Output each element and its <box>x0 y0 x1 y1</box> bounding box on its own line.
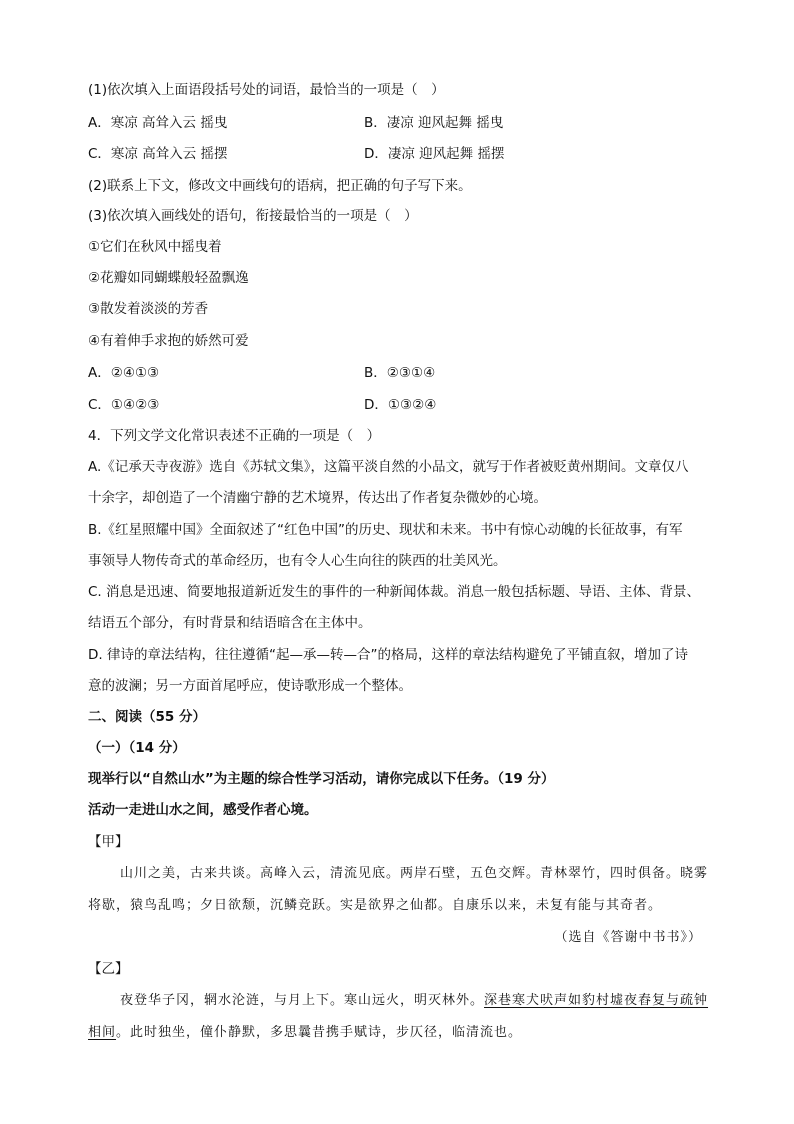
yi-text-rest: 。此时独坐，僮仆静默，多思曩昔携手赋诗，步仄径，临清流也。 <box>116 1025 523 1040</box>
jia-source: （选自《答谢中书书》） <box>554 930 702 945</box>
q3-sub1-option-c: C．寒凉 高耸入云 摇摆 <box>88 146 228 162</box>
activity-one: 活动一走进山水之间，感受作者心境。 <box>88 802 318 818</box>
jia-text-line2: 将歇，猿鸟乱鸣；夕日欲颓，沉鳞竞跃。实是欲界之仙都。自康乐以来，未复有能与其奇者。 <box>88 898 663 913</box>
sentence-3: ③散发着淡淡的芳香 <box>88 301 209 317</box>
q4-stem: 4．下列文学文化常识表述不正确的一项是（ ） <box>88 428 381 444</box>
q3-sub1-option-a: A．寒凉 高耸入云 摇曳 <box>88 115 228 131</box>
q4-option-d-line1: D. 律诗的章法结构，往往遵循“起—承—转—合”的格局，这样的章法结构避免了平铺直叙，增加了诗 <box>88 647 688 663</box>
jia-label: 【甲】 <box>88 834 129 850</box>
sentence-2: ②花瓣如同蝴蝶般轻盈飘逸 <box>88 270 249 286</box>
q4-option-b-line1: B.《红星照耀中国》全面叙述了“红色中国”的历史、现状和未来。书中有惊心动魄的长征故事，有军 <box>88 522 683 538</box>
jia-text-line1: 山川之美，古来共谈。高峰入云，清流见底。两岸石壁，五色交辉。青林翠竹，四时俱备。晓雾 <box>120 866 709 881</box>
yi-text-line1 <box>120 991 708 1011</box>
yi-underlined-sentence-end: 相间 <box>88 1025 117 1040</box>
q3-sub2: (2)联系上下文，修改文中画线句的语病，把正确的句子写下来。 <box>88 178 472 194</box>
task-intro: 现举行以“自然山水”为主题的综合性学习活动，请你完成以下任务。（19 分） <box>88 771 555 787</box>
q3-sub3-option-b: B．②③①④ <box>364 365 436 381</box>
yi-underlined-sentence: 深巷寒犬吠声如豹村墟夜舂复与疏钟 <box>484 993 709 1008</box>
yi-text-line2 <box>88 1023 522 1043</box>
q3-sub1-option-b: B．凄凉 迎风起舞 摇曳 <box>364 115 504 131</box>
q3-sub1-option-d: D．凄凉 迎风起舞 摇摆 <box>364 146 505 162</box>
q4-option-c-line1: C. 消息是迅速、简要地报道新近发生的事件的一种新闻体裁。消息一般包括标题、导语、主体、背景、 <box>88 584 701 600</box>
yi-text-plain: 夜登华子冈，辋水沦涟，与月上下。寒山远火，明灭林外。 <box>120 993 485 1008</box>
q3-sub3-option-d: D．①③②④ <box>364 397 437 413</box>
sentence-1: ①它们在秋风中摇曳着 <box>88 239 222 255</box>
q4-option-a-line2: 十余字，却创造了一个清幽宁静的艺术境界，传达出了作者复杂微妙的心境。 <box>88 490 547 506</box>
q4-option-d-line2: 意的波澜；另一方面首尾呼应，使诗歌形成一个整体。 <box>88 678 412 694</box>
yi-label: 【乙】 <box>88 961 129 977</box>
q3-sub3: (3)依次填入画线处的语句，衔接最恰当的一项是（ ） <box>88 208 418 224</box>
q3-sub3-option-a: A．②④①③ <box>88 365 160 381</box>
q3-sub1: (1)依次填入上面语段括号处的词语，最恰当的一项是（ ） <box>88 82 445 98</box>
sentence-4: ④有着伸手求抱的娇然可爱 <box>88 333 249 349</box>
q4-option-c-line2: 结语五个部分，有时背景和结语暗含在主体中。 <box>88 615 372 631</box>
q4-option-b-line2: 事领导人物传奇式的革命经历，也有令人心生向往的陕西的壮美风光。 <box>88 553 507 569</box>
part-heading: （一）（14 分） <box>88 740 186 756</box>
section-heading: 二、阅读（55 分） <box>88 709 206 725</box>
q4-option-a-line1: A.《记承天寺夜游》选自《苏轼文集》，这篇平淡自然的小品文，就写于作者被贬黄州期间。文章仅八 <box>88 459 689 475</box>
q3-sub3-option-c: C．①④②③ <box>88 397 160 413</box>
